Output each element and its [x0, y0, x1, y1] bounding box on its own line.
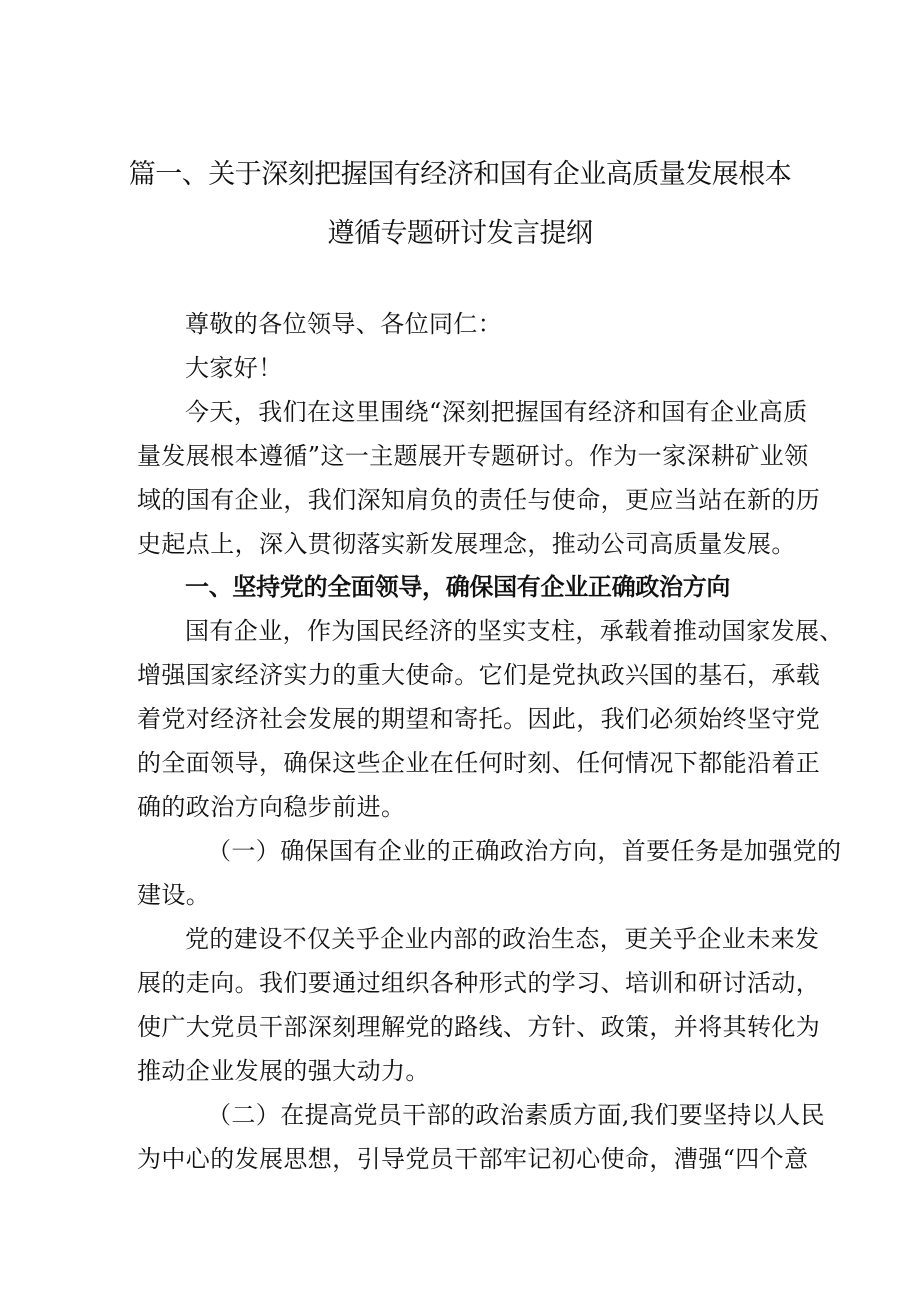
sub1-line: 党的建设不仅关乎企业内部的政治生态，更关乎企业未来发	[185, 925, 820, 953]
sub1-line: 推动企业发展的强大动力。	[137, 1057, 430, 1085]
section1-line: 着党对经济社会发展的期望和寄托。因此，我们必须始终坚守党	[137, 705, 821, 733]
salutation: 尊敬的各位领导、各位同仁：	[185, 310, 503, 338]
sub1-line: 使广大党员干部深刻理解党的路线、方针、政策，并将其转化为	[137, 1013, 821, 1041]
document-title-line-1: 篇一、关于深刻把握国有经济和国有企业高质量发展根本	[128, 159, 792, 190]
section1-line: 的全面领导，确保这些企业在任何时刻、任何情况下都能沿着正	[137, 749, 821, 777]
subsection-heading: （二）在提高党员干部的政治素质方面,我们要坚持以人民	[207, 1101, 826, 1129]
intro-line: 史起点上，深入贯彻落实新发展理念，推动公司高质量发展。	[137, 530, 796, 558]
section1-line: 国有企业，作为国民经济的坚实支柱，承载着推动国家发展、	[185, 617, 844, 645]
section1-line: 确的政治方向稳步前进。	[137, 793, 406, 821]
subsection-heading: （一）确保国有企业的正确政治方向，首要任务是加强党的	[207, 837, 842, 865]
greeting: 大家好！	[185, 354, 283, 382]
sub1-line: 展的走向。我们要通过组织各种形式的学习、培训和研讨活动，	[137, 969, 821, 997]
section-heading: 一、坚持党的全面领导，确保国有企业正确政治方向	[185, 573, 731, 601]
section1-line: 增强国家经济实力的重大使命。它们是党执政兴国的基石，承载	[137, 661, 821, 689]
document-body	[137, 0, 844, 1301]
subsection-heading: 为中心的发展思想，引导党员干部牢记初心使命，漕强“四个意	[137, 1145, 809, 1173]
intro-line: 量发展根本遵循”这一主题展开专题研讨。作为一家深耕矿业领	[137, 442, 809, 470]
intro-line: 域的国有企业，我们深知肩负的责任与使命，更应当站在新的历	[137, 486, 821, 514]
subsection-heading: 建设。	[137, 881, 211, 909]
document-title-line-2: 遵循专题研讨发言提纲	[327, 218, 593, 249]
intro-line: 今天，我们在这里围绕“深刻把握国有经济和国有企业高质	[185, 398, 808, 426]
